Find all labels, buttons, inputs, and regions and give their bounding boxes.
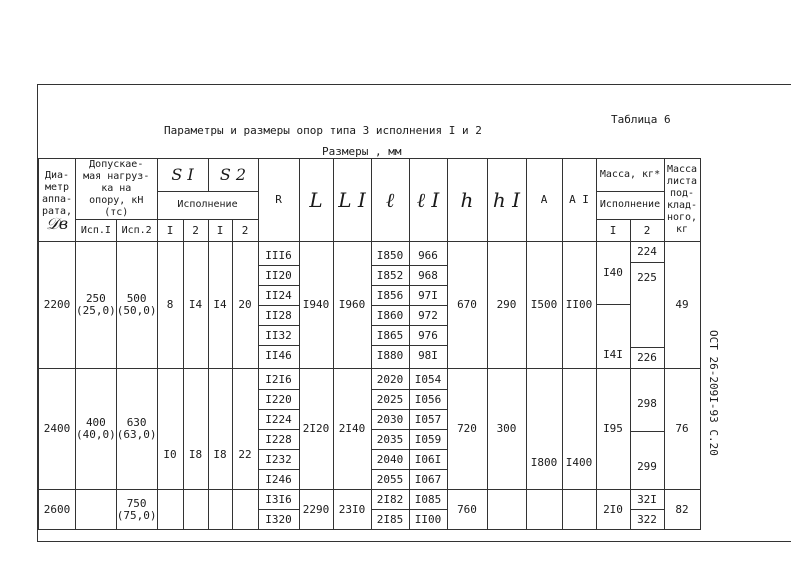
cell-R-list: III6 II20 II24 II28 II32 II46 [258,242,299,369]
cell-load-isp2: 500 (50,0) [116,242,157,369]
cell-L1: 23I0 [333,490,371,530]
cell-s2-2: 22 [232,369,258,490]
cell-l1-list: I054 I056 I057 I059 I06I I067 [409,369,447,490]
header-s1: S I [157,159,208,192]
cell-l-list: 2I82 2I85 [371,490,409,530]
header-mass-ispolnenie: Исполнение [596,191,664,219]
parameters-table [38,158,701,530]
header-ispolnenie: Исполнение [157,191,258,219]
cell-diameter: 2200 [39,242,76,369]
header-mass: Масса, кг* [596,159,664,192]
header-L: L [299,159,333,242]
cell-A: I500 [526,242,562,369]
cell-A1: II00 [562,242,596,369]
cell-load-isp2: 630 (63,0) [116,369,157,490]
cell-h1: 300 [487,369,526,490]
table-row [39,369,701,490]
cell-mass-sheet: 76 [664,369,700,490]
cell-s1-2: I8 [183,369,208,490]
header-mass-c2: 2 [630,220,664,242]
cell-h: 760 [447,490,487,530]
cell-mass-1: I95 [596,369,630,490]
header-mass-sheet: Масса листа под-клад-ного, кг [664,159,700,242]
cell-diameter: 2600 [39,490,76,530]
header-L1: L I [333,159,371,242]
cell-mass-1: 2I0 [596,490,630,530]
header-l1: ℓ I [409,159,447,242]
table-label: Таблица 6 [611,113,671,126]
cell-R-list: I2I6 I220 I224 I228 I232 I246 [258,369,299,490]
cell-diameter: 2400 [39,369,76,490]
units-caption: Размеры , мм [322,145,402,158]
header-s2-c1: I [208,220,232,242]
cell-mass-sheet: 49 [664,242,700,369]
cell-mass-sheet: 82 [664,490,700,530]
cell-l-list: 2020 2025 2030 2035 2040 2055 [371,369,409,490]
cell-s1-2: I4 [183,242,208,369]
header-A1: A I [562,159,596,242]
cell-L: 2290 [299,490,333,530]
cell-s1-1: 8 [157,242,183,369]
cell-mass-2: 298 299 [630,369,664,490]
header-load: Допускае-мая нагруз-ка на опору, кН (тс) [76,159,158,220]
header-l: ℓ [371,159,409,242]
header-isp2: Исп.2 [116,220,157,242]
cell-load-isp1 [76,490,117,530]
header-s2: S 2 [208,159,258,192]
cell-load-isp1: 250 (25,0) [76,242,117,369]
header-h1: h I [487,159,526,242]
cell-h1: 290 [487,242,526,369]
cell-h: 670 [447,242,487,369]
header-A: A [526,159,562,242]
cell-l1-list: I085 II00 [409,490,447,530]
document-code: ОСТ 26-209I-93 С.20 [707,330,720,456]
cell-A: I800 [526,369,562,490]
header-R: R [258,159,299,242]
cell-s1-1: I0 [157,369,183,490]
header-s1-c2: 2 [183,220,208,242]
cell-mass-2: 32I 322 [630,490,664,530]
cell-l-list: I850 I852 I856 I860 I865 I880 [371,242,409,369]
cell-L: I940 [299,242,333,369]
cell-s2-1: I4 [208,242,232,369]
table-title: Параметры и размеры опор типа 3 исполнения I и 2 [164,124,482,137]
cell-L: 2I20 [299,369,333,490]
header-diameter: Диа-метр аппа-рата, 𝒟в [39,159,76,242]
cell-mass-1: I40 I4I [596,242,630,369]
cell-l1-list: 966 968 97I 972 976 98I [409,242,447,369]
table-row [39,490,701,530]
header-h: h [447,159,487,242]
cell-L1: 2I40 [333,369,371,490]
cell-h: 720 [447,369,487,490]
cell-load-isp1: 400 (40,0) [76,369,117,490]
cell-R-list: I3I6 I320 [258,490,299,530]
cell-s2-1: I8 [208,369,232,490]
header-s2-c2: 2 [232,220,258,242]
cell-L1: I960 [333,242,371,369]
cell-A1: I400 [562,369,596,490]
cell-mass-2: 224 225 226 [630,242,664,369]
header-mass-c1: I [596,220,630,242]
header-isp1: Исп.I [76,220,117,242]
table-row [39,242,701,369]
header-s1-c1: I [157,220,183,242]
cell-s2-2: 20 [232,242,258,369]
cell-load-isp2: 750 (75,0) [116,490,157,530]
